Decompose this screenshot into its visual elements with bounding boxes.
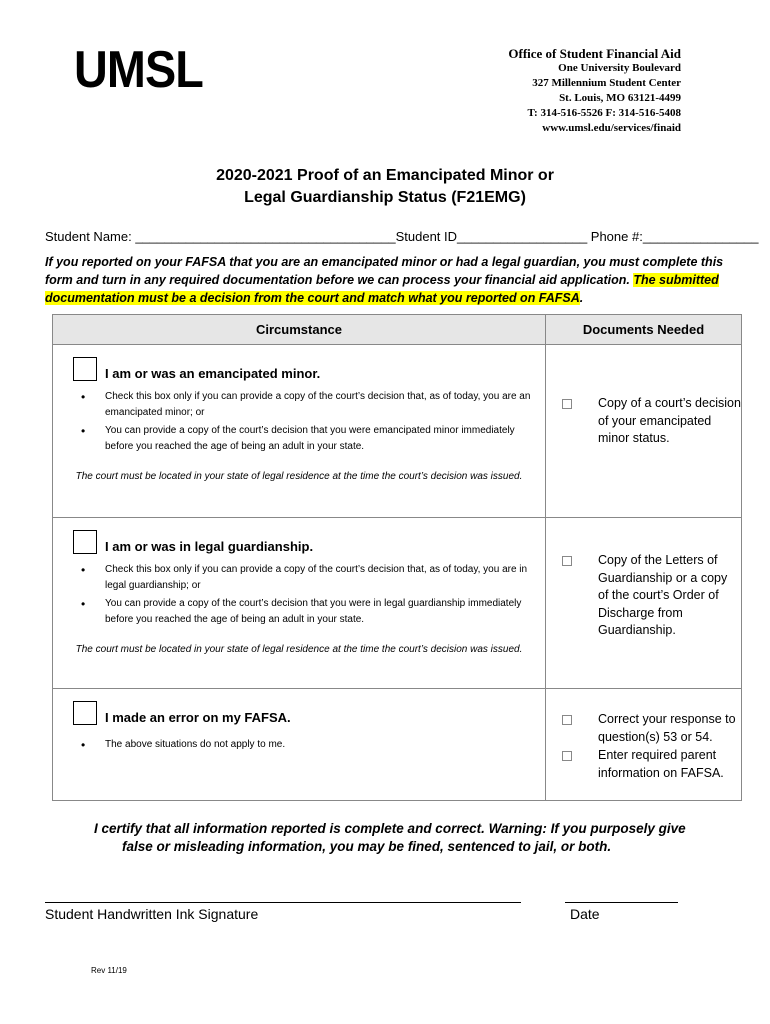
certification-statement bbox=[94, 820, 694, 856]
document-checkbox[interactable] bbox=[562, 556, 572, 566]
umsl-logo: UMSL bbox=[74, 41, 203, 99]
documents-cell bbox=[546, 689, 742, 801]
date-label: Date bbox=[570, 906, 600, 922]
legal-guardianship-checkbox[interactable] bbox=[73, 530, 97, 554]
documents-cell bbox=[546, 345, 742, 518]
address-line: One University Boulevard bbox=[558, 62, 681, 74]
certification-line-1: I certify that all information reported is complete and correct. Warning: If you purposely give bbox=[94, 821, 686, 836]
document-item bbox=[546, 711, 741, 746]
header-documents: Documents Needed bbox=[546, 315, 742, 345]
instructions-text: If you reported on your FAFSA that you are an emancipated minor or had a legal guardian, you must complete this form and turn in any required documentation before we can process your financial aid application. bbox=[45, 255, 724, 287]
list-item: • Check this box only if you can provide a copy of the court’s decision that, as of today, you are an emancipated minor; or bbox=[105, 389, 545, 421]
emancipated-minor-checkbox[interactable] bbox=[73, 357, 97, 381]
table-row bbox=[53, 345, 742, 518]
document-checkbox[interactable] bbox=[562, 715, 572, 725]
document-text: Copy of the Letters of Guardianship or a copy of the court’s Order of Discharge from Guardianship. bbox=[598, 553, 728, 637]
office-address bbox=[508, 46, 681, 136]
office-name: Office of Student Financial Aid bbox=[508, 46, 681, 61]
certification-line-2: false or misleading information, you may be fined, sentenced to jail, or both. bbox=[122, 839, 612, 854]
court-note: The court must be located in your state of legal residence at the time the court’s decision was issued. bbox=[75, 644, 523, 655]
table-row bbox=[53, 689, 742, 801]
document-item bbox=[546, 747, 741, 782]
bullet-list bbox=[53, 389, 545, 455]
list-item: • You can provide a copy of the court’s decision that you were emancipated minor immediately before you reached the age of being an adult in your state. bbox=[105, 423, 545, 455]
address-line: 327 Millennium Student Center bbox=[532, 77, 681, 89]
address-line: St. Louis, MO 63121-4499 bbox=[559, 92, 681, 104]
option-heading bbox=[73, 701, 545, 725]
option-label: I am or was in legal guardianship. bbox=[105, 539, 314, 554]
option-label: I made an error on my FAFSA. bbox=[105, 710, 291, 725]
website: www.umsl.edu/services/finaid bbox=[542, 122, 681, 134]
court-note: The court must be located in your state of legal residence at the time the court’s decision was issued. bbox=[75, 471, 523, 482]
document-checkbox[interactable] bbox=[562, 751, 572, 761]
title-line-1: 2020-2021 Proof of an Emancipated Minor or bbox=[216, 167, 554, 184]
list-item: • You can provide a copy of the court’s decision that you were in legal guardianship immediately before you reached the age of being an adult in your state. bbox=[105, 596, 545, 628]
document-text: Correct your response to question(s) 53 or 54. bbox=[598, 712, 736, 744]
circumstance-cell bbox=[53, 345, 546, 518]
document-checkbox[interactable] bbox=[562, 399, 572, 409]
student-info-fields[interactable]: Student Name: ____________________________________Student ID__________________ Phone #:________________ bbox=[45, 229, 759, 244]
instructions-end: . bbox=[579, 291, 584, 305]
document-text: Copy of a court’s decision of your emancipated minor status. bbox=[598, 396, 741, 445]
circumstance-cell bbox=[53, 689, 546, 801]
list-item: • Check this box only if you can provide a copy of the court’s decision that, as of today, you are in legal guardianship; or bbox=[105, 562, 545, 594]
document-item bbox=[546, 395, 741, 448]
circumstance-cell bbox=[53, 518, 546, 689]
bullet-list bbox=[53, 737, 545, 753]
circumstance-table bbox=[52, 314, 742, 801]
bullet-list bbox=[53, 562, 545, 628]
title-line-2: Legal Guardianship Status (F21EMG) bbox=[244, 189, 526, 206]
date-line[interactable] bbox=[565, 902, 678, 903]
highlighted-requirement: The submitted documentation must be a decision from the court and match what you reported on FAFSA bbox=[45, 273, 719, 305]
document-text: Enter required parent information on FAFSA. bbox=[598, 748, 724, 780]
phone-fax: T: 314-516-5526 F: 314-516-5408 bbox=[527, 107, 681, 119]
document-item bbox=[546, 552, 741, 640]
option-heading bbox=[73, 530, 545, 554]
signature-label: Student Handwritten Ink Signature bbox=[45, 906, 259, 922]
instructions bbox=[45, 253, 725, 307]
option-label: I am or was an emancipated minor. bbox=[105, 366, 321, 381]
option-heading bbox=[73, 357, 545, 381]
header-circumstance: Circumstance bbox=[53, 315, 546, 345]
fafsa-error-checkbox[interactable] bbox=[73, 701, 97, 725]
signature-line[interactable] bbox=[45, 902, 521, 903]
revision-note: Rev 11/19 bbox=[91, 966, 127, 975]
list-item: • The above situations do not apply to me. bbox=[105, 737, 545, 753]
table-row bbox=[53, 518, 742, 689]
form-title bbox=[0, 165, 770, 209]
documents-cell bbox=[546, 518, 742, 689]
